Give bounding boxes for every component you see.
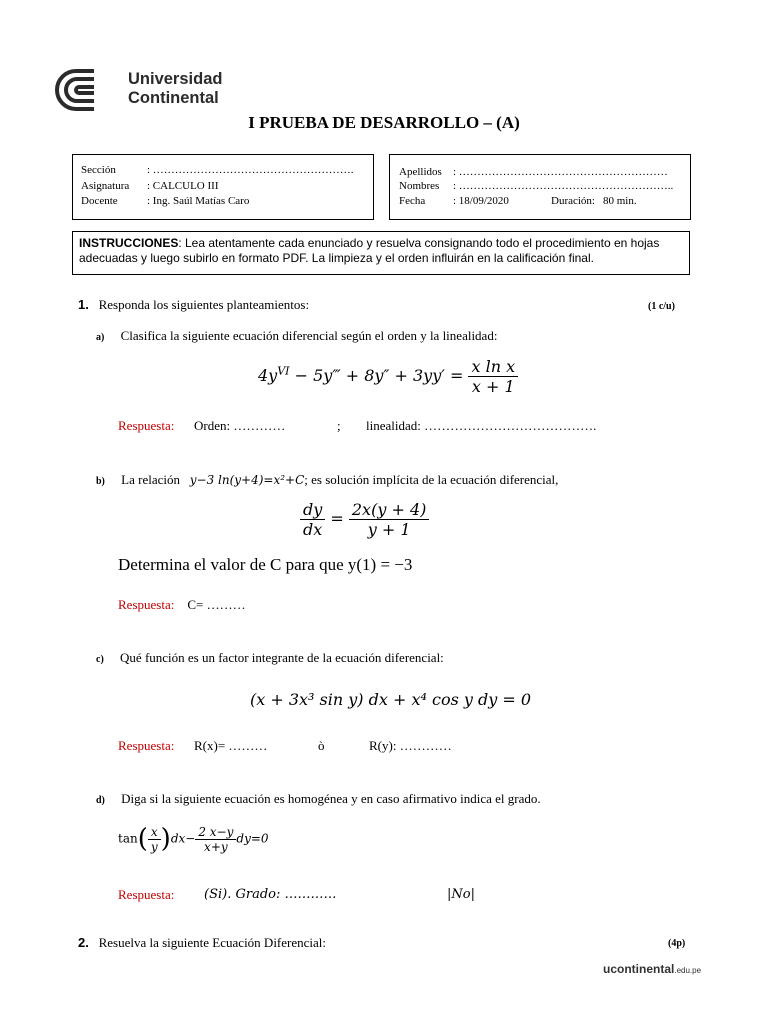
answer-d: Respuesta: bbox=[118, 887, 175, 902]
question-2-points: (4p) bbox=[668, 938, 686, 949]
info-box-right: Apellidos : ………………………………………………… Nombres : ………………………………………………….. Fecha : 18/09/2020 Duración: 80 min. bbox=[389, 154, 691, 220]
info-box-left: Sección : ………………………………………………. Asignatura : CALCULO III Docente : Ing. Saúl Matías Caro bbox=[72, 154, 374, 220]
answer-c-ry: R(y): ………… bbox=[369, 738, 452, 753]
question-1: 1. Responda los siguientes planteamientos: bbox=[78, 297, 310, 312]
subquestion-b: b) La relación y−3 ln(y+4)=x²+C; es solución implícita de la ecuación diferencial, bbox=[96, 472, 559, 487]
equation-b: $\frac{dy}{dx}$ = $\frac{2x(y + 4)}{y + 1}$ bbox=[300, 500, 429, 539]
instructions-box bbox=[72, 231, 690, 275]
determine-c-text: Determina el valor de C para que y(1) = −3 bbox=[118, 555, 413, 574]
university-name bbox=[128, 70, 222, 108]
answer-a: Respuesta: bbox=[118, 418, 175, 433]
subquestion-a: a) Clasifica la siguiente ecuación diferencial según el orden y la linealidad: bbox=[96, 328, 498, 343]
answer-a-orden: Orden: ………… bbox=[194, 418, 286, 433]
answer-d-si: (Si). Grado: ………… bbox=[204, 887, 337, 902]
inline-equation-b: y−3 ln(y+4)=x²+C bbox=[189, 473, 305, 487]
answer-c-rx: R(x)= ……… bbox=[194, 738, 268, 753]
footer-brand: ucontinental.edu.pe bbox=[603, 962, 702, 976]
equation-c: (x + 3x³ sin y) dx + x⁴ cos y dy = 0 bbox=[250, 690, 532, 709]
answer-b: Respuesta: C= ……… bbox=[118, 597, 246, 612]
answer-a-linealidad: linealidad: …………………………………. bbox=[366, 418, 597, 433]
question-1-points: (1 c/u) bbox=[648, 301, 675, 312]
answer-c-or: ò bbox=[318, 738, 325, 753]
instructions-label: INSTRUCCIONES bbox=[79, 236, 179, 250]
answer-d-no: |No| bbox=[447, 887, 475, 902]
equation-a: $4y^{VI}$ − 5y‴ + 8y″ + 3yy′ = $\frac{\text{x ln x}}{x + 1}$ bbox=[258, 357, 518, 396]
subquestion-c: c) Qué función es un factor integrante de la ecuación diferencial: bbox=[96, 650, 444, 665]
logo-line-2: Continental bbox=[128, 89, 219, 107]
instructions-text: INSTRUCCIONES: Lea atentamente cada enunciado y resuelva consignando todo el procedimiento en hojas adecuadas y luego subirlo en formato PDF. La limpieza y el orden influirán en la calificación final. bbox=[79, 236, 660, 265]
logo-line-1: Universidad bbox=[128, 70, 223, 88]
subquestion-d: d) Diga si la siguiente ecuación es homogénea y en caso afirmativo indica el grado. bbox=[96, 791, 541, 806]
equation-d: tan( $\frac{x}{y}$ )dx− $\frac{2 x-y}{x+y}$ dy=0 bbox=[118, 824, 269, 854]
page-title: I PRUEBA DE DESARROLLO – (A) bbox=[248, 113, 520, 132]
question-2: 2. Resuelva la siguiente Ecuación Diferencial: bbox=[78, 935, 326, 950]
answer-c: Respuesta: bbox=[118, 738, 175, 753]
answer-a-sep: ; bbox=[337, 418, 341, 433]
duracion-value: 80 min. bbox=[603, 195, 637, 207]
duracion-label: Duración: bbox=[551, 195, 595, 207]
logo-c-icon bbox=[54, 68, 124, 112]
